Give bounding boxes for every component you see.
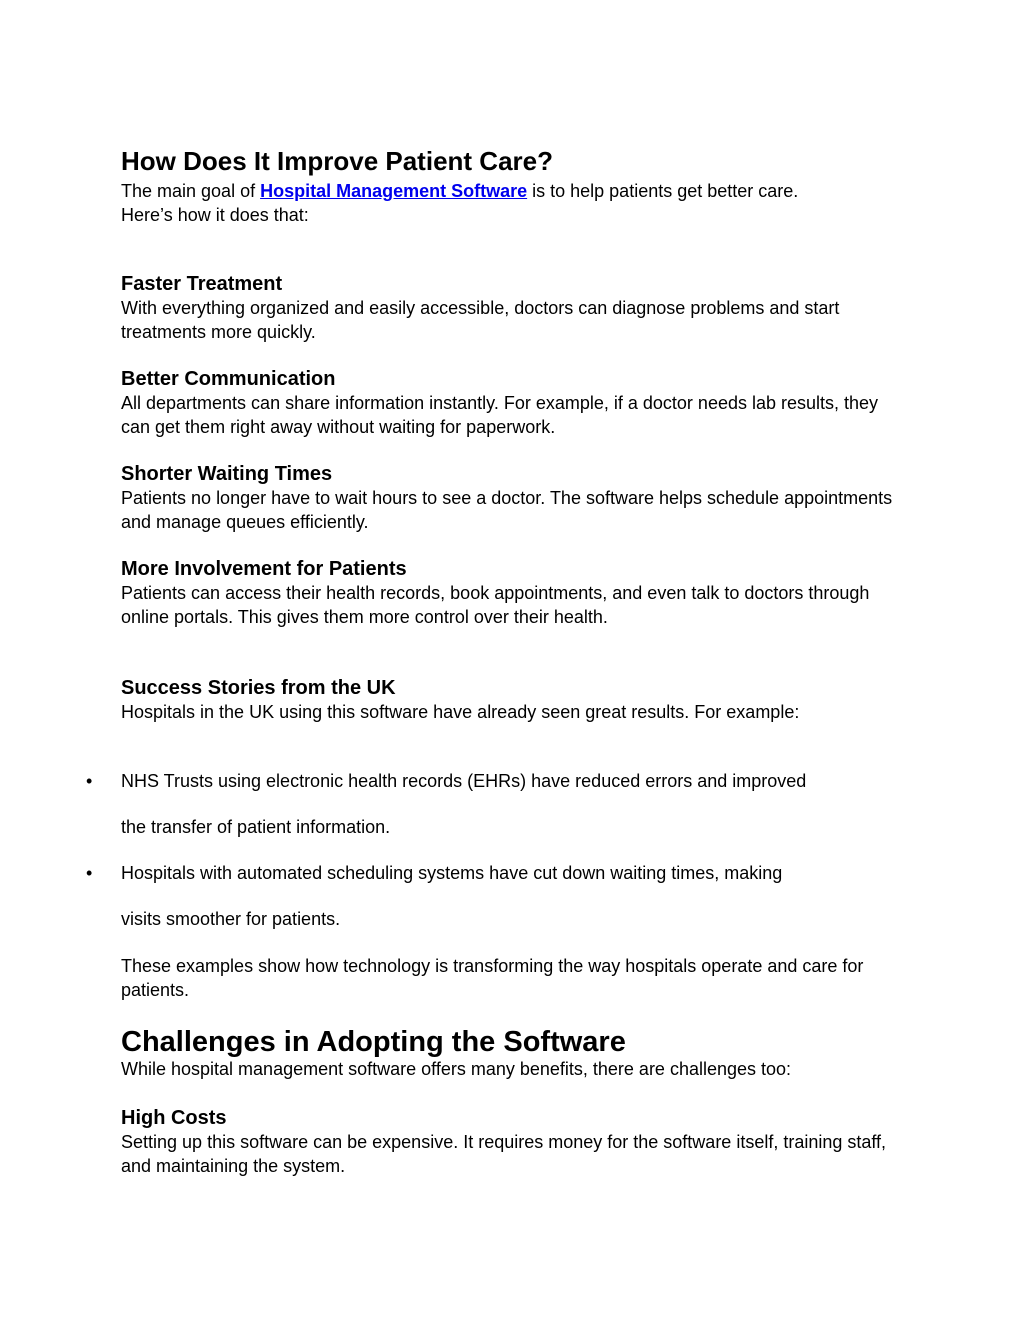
- challenge-text-high-costs: Setting up this software can be expensive. It requires money for the software itself, training staff, and maintaining the system.: [121, 1132, 887, 1176]
- section-title-challenges: Challenges in Adopting the Software: [121, 1026, 626, 1058]
- challenges-intro: While hospital management software offers many benefits, there are challenges too:: [121, 1059, 792, 1079]
- success-stories-intro: Hospitals in the UK using this software have already seen great results. For example:: [121, 702, 800, 722]
- success-bullet-2-line1: Hospitals with automated scheduling systems have cut down waiting times, making: [121, 863, 783, 883]
- success-bullet-1-line2: the transfer of patient information.: [121, 817, 391, 837]
- benefit-heading-patient-involvement: More Involvement for Patients: [121, 558, 407, 580]
- intro-paragraph-line2: Here’s how it does that:: [121, 205, 309, 225]
- success-bullet-2-line2: visits smoother for patients.: [121, 909, 341, 929]
- hospital-management-software-link[interactable]: Hospital Management Software: [260, 181, 528, 201]
- bullet-marker: •: [86, 863, 93, 883]
- benefit-text-faster-treatment: With everything organized and easily accessible, doctors can diagnose problems and start treatments more quickly.: [121, 298, 840, 342]
- intro-paragraph: [121, 180, 798, 203]
- benefit-text-better-communication: All departments can share information instantly. For example, if a doctor needs lab results, they can get them right away without waiting for paperwork.: [121, 393, 879, 437]
- success-conclusion: These examples show how technology is transforming the way hospitals operate and care for patients.: [121, 956, 864, 1000]
- bullet-marker: •: [86, 771, 93, 791]
- challenge-heading-high-costs: High Costs: [121, 1107, 227, 1129]
- success-stories-heading: Success Stories from the UK: [121, 677, 396, 699]
- section-title-patient-care: How Does It Improve Patient Care?: [121, 146, 553, 176]
- intro-text-post: is to help patients get better care.: [527, 181, 799, 201]
- benefit-heading-better-communication: Better Communication: [121, 368, 336, 390]
- benefit-text-shorter-waiting: Patients no longer have to wait hours to see a doctor. The software helps schedule appointments and manage queues efficiently.: [121, 488, 893, 532]
- benefit-text-patient-involvement: Patients can access their health records, book appointments, and even talk to doctors through online portals. This gives them more control over their health.: [121, 583, 870, 627]
- success-bullet-1-line1: NHS Trusts using electronic health records (EHRs) have reduced errors and improved: [121, 771, 807, 791]
- intro-text-pre: The main goal of: [121, 181, 261, 201]
- benefit-heading-faster-treatment: Faster Treatment: [121, 273, 283, 295]
- benefit-heading-shorter-waiting: Shorter Waiting Times: [121, 463, 333, 485]
